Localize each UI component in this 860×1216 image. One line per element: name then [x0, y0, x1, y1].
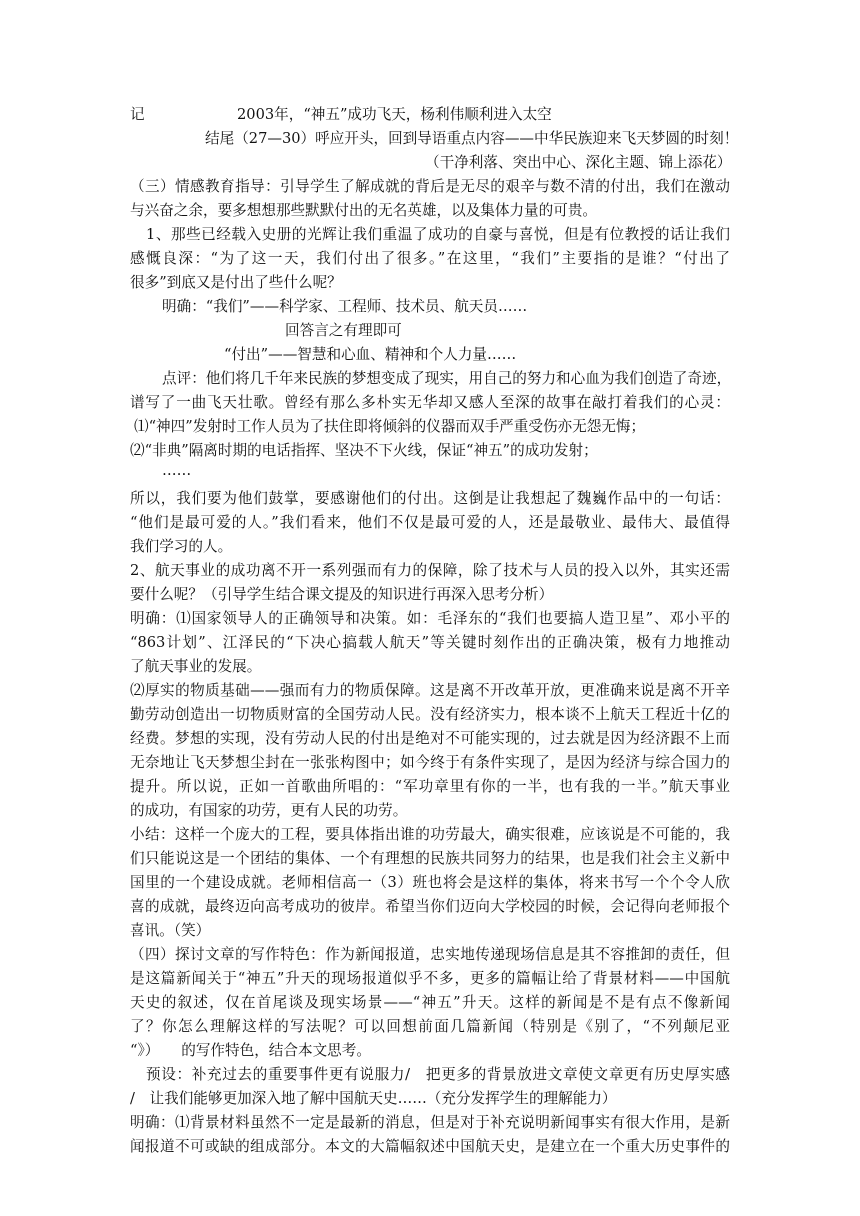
text-line: ⑴“神四”发射时工作人员为了扶住即将倾斜的仪器而双手严重受伤亦无怨无悔；	[134, 418, 646, 435]
text-line: ⑵厚实的物质基础——强而有力的物质保障。这是离不开改革开放，更准确来说是离不开辛	[130, 682, 730, 699]
text-line: ……	[162, 462, 192, 479]
text-line: （三）情感教育指导：引导学生了解成就的背后是无尽的艰辛与数不清的付出，我们在激动	[130, 178, 730, 195]
margin-char: 记	[130, 106, 145, 123]
text-line: 闻报道不可或缺的组成部分。本文的大篇幅叙述中国航天史，是建立在一个重大历史事件的	[130, 1138, 730, 1155]
text-line: 结尾（27—30）呼应开头，回到导语重点内容——中华民族迎来飞天梦圆的时刻！	[205, 130, 739, 147]
text-line: 谱写了一曲飞天壮歌。曾经有那么多朴实无华却又感人至深的故事在敲打着我们的心灵：	[130, 394, 730, 411]
text-line: 与兴奋之余，要多想想那些默默付出的无名英雄，以及集体力量的可贵。	[130, 202, 598, 219]
text-line: 勤劳动创造出一切物质财富的全国劳动人民。没有经济实力，根本谈不上航天工程近十亿的	[130, 706, 730, 723]
text-line: 点评：他们将几千年来民族的梦想变成了现实，用自己的努力和心血为我们创造了奇迹，	[162, 370, 732, 387]
text-line: 天史的叙述，仅在首尾谈及现实场景——“神五”升天。这样的新闻是不是有点不像新闻	[130, 994, 730, 1011]
text-line: 预设：补充过去的重要事件更有说服力/ 把更多的背景放进文章使文章更有历史厚实感	[146, 1066, 730, 1083]
text-line: “》） 的写作特色，结合本文思考。	[130, 1042, 371, 1059]
text-line: 了航天事业的发展。	[130, 658, 262, 675]
text-line: 要什么呢？（引导学生结合课文提及的知识进行再深入思考分析）	[130, 586, 554, 603]
text-line: “863计划”、江泽民的“下决心搞载人航天”等关键时刻作出的正确决策，极有力地推动	[130, 634, 730, 651]
text-line: 2003年，“神五”成功飞天，杨利伟顺利进入太空	[237, 106, 552, 123]
text-line: 们只能说这是一个团结的集体、一个有理想的民族共同努力的结果，也是我们社会主义新中	[130, 850, 730, 867]
text-line: （干净利落、突出中心、深化主题、锦上添花）	[425, 154, 732, 171]
text-line: 我们学习的人。	[130, 538, 233, 555]
text-line: 明确：⑴背景材料虽然不一定是最新的消息，但是对于补充说明新闻事实有很大作用，是新	[130, 1114, 730, 1131]
text-line: （四）探讨文章的写作特色：作为新闻报道，忠实地传递现场信息是其不容推卸的责任，但	[130, 946, 730, 963]
text-line: 是这篇新闻关于“神五”升天的现场报道似乎不多，更多的篇幅让给了背景材料——中国航	[130, 970, 730, 987]
text-line: 2、航天事业的成功离不开一系列强而有力的保障，除了技术与人员的投入以外，其实还需	[130, 562, 730, 579]
text-line: “付出”——智慧和心血、精神和个人力量……	[224, 346, 517, 363]
text-line: / 让我们能够更加深入地了解中国航天史……（充分发挥学生的理解能力）	[130, 1090, 617, 1107]
text-line: 很多”到底又是付出了些什么呢？	[130, 274, 342, 291]
text-line: 小结：这样一个庞大的工程，要具体指出谁的功劳最大，确实很难，应该说是不可能的，我	[130, 826, 730, 843]
text-line: 回答言之有理即可	[285, 322, 402, 339]
text-line: 所以，我们要为他们鼓掌，要感谢他们的付出。这倒是让我想起了魏巍作品中的一句话：	[130, 490, 730, 507]
text-line: 了？你怎么理解这样的写法呢？可以回想前面几篇新闻（特别是《别了，“不列颠尼亚	[130, 1018, 730, 1035]
text-line: 感慨良深：“为了这一天，我们付出了很多。”在这里，“我们”主要指的是谁？“付出了	[130, 250, 730, 267]
text-line: ⑵“非典”隔离时期的电话指挥、坚决不下火线，保证“神五”的成功发射；	[130, 442, 598, 459]
text-line: 提升。所以说，正如一首歌曲所唱的：“军功章里有你的一半，也有我的一半。”航天事业	[130, 778, 730, 795]
text-line: 明确：⑴国家领导人的正确领导和决策。如：毛泽东的“我们也要搞人造卫星”、邓小平的	[130, 610, 730, 627]
text-line: 1、那些已经载入史册的光辉让我们重温了成功的自豪与喜悦，但是有位教授的话让我们	[146, 226, 730, 243]
text-line: 喜的成就，最终迈向高考成功的彼岸。希望当你们迈向大学校园的时候，会记得向老师报个	[130, 898, 730, 915]
text-line: 喜讯。（笑）	[130, 922, 211, 939]
text-line: 的成功，有国家的功劳，更有人民的功劳。	[130, 802, 408, 819]
text-line: 经费。梦想的实现，没有劳动人民的付出是绝对不可能实现的，过去就是因为经济跟不上而	[130, 730, 730, 747]
text-line: 明确：“我们”——科学家、工程师、技术员、航天员……	[162, 298, 528, 315]
text-line: 国里的一个建设成就。老师相信高一（3）班也将会是这样的集体，将来书写一个个令人欣	[130, 874, 730, 891]
text-line: “他们是最可爱的人。”我们看来，他们不仅是最可爱的人，还是最敬业、最伟大、最值得	[130, 514, 730, 531]
text-line: 无奈地让飞天梦想尘封在一张张构图中；如今终于有条件实现了，是因为经济与综合国力的	[130, 754, 730, 771]
